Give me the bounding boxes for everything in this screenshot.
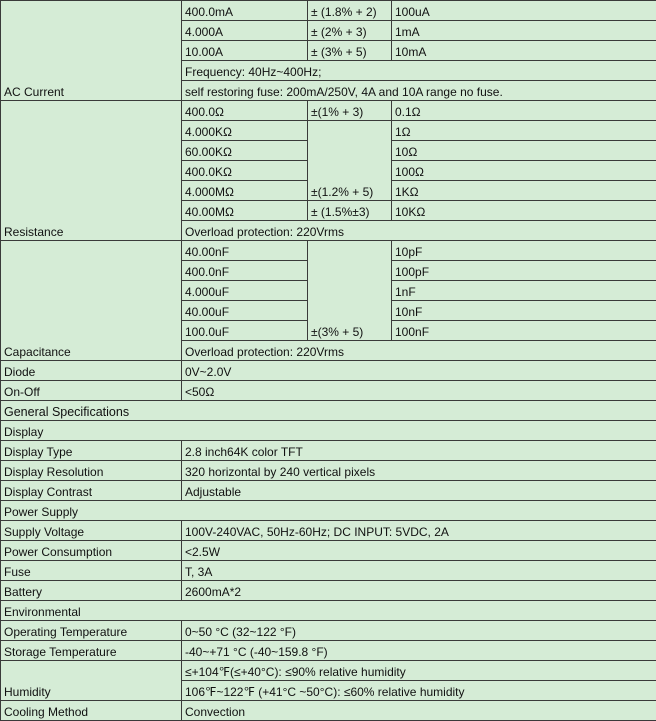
display-contrast-value: Adjustable — [182, 481, 656, 501]
display-heading: Display — [1, 421, 656, 441]
battery-value: 2600mA*2 — [182, 581, 656, 601]
frequency-note: Frequency: 40Hz~400Hz; — [182, 61, 656, 81]
display-resolution-label: Display Resolution — [1, 461, 182, 481]
storage-temperature-value: -40~+71 °C (-40~159.8 °F) — [182, 641, 656, 661]
accuracy-cell: ±(3% + 5) — [308, 241, 392, 341]
resolution-cell: 1Ω — [392, 121, 656, 141]
power-consumption-label: Power Consumption — [1, 541, 182, 561]
table-row — [1, 661, 656, 681]
resistance-label: Resistance — [1, 101, 182, 241]
capacitance-protection: Overload protection: 220Vrms — [182, 341, 656, 361]
table-row — [1, 361, 656, 381]
table-row — [1, 461, 656, 481]
display-contrast-label: Display Contrast — [1, 481, 182, 501]
cooling-method-value: Convection — [182, 701, 656, 721]
fuse-value: T, 3A — [182, 561, 656, 581]
table-row — [1, 381, 656, 401]
resolution-cell: 100Ω — [392, 161, 656, 181]
range-cell: 40.00uF — [182, 301, 308, 321]
range-cell: 400.0KΩ — [182, 161, 308, 181]
range-cell: 400.0Ω — [182, 101, 308, 121]
accuracy-cell: ± (3% + 5) — [308, 41, 392, 61]
table-row — [1, 101, 656, 121]
range-cell: 4.000uF — [182, 281, 308, 301]
range-cell: 400.0nF — [182, 261, 308, 281]
resolution-cell: 100pF — [392, 261, 656, 281]
accuracy-cell: ± (2% + 3) — [308, 21, 392, 41]
range-cell: 60.00KΩ — [182, 141, 308, 161]
humidity-label: Humidity — [1, 661, 182, 701]
resolution-cell: 10mA — [392, 41, 656, 61]
table-row — [1, 501, 656, 521]
humidity-value-2: 106℉~122℉ (+41°C ~50°C): ≤60% relative humidity — [182, 681, 656, 701]
resolution-cell: 10pF — [392, 241, 656, 261]
table-row — [1, 561, 656, 581]
accuracy-cell: ±(1.2% + 5) — [308, 121, 392, 201]
on-off-label: On-Off — [1, 381, 182, 401]
resistance-protection: Overload protection: 220Vrms — [182, 221, 656, 241]
range-cell: 4.000MΩ — [182, 181, 308, 201]
environmental-heading: Environmental — [1, 601, 656, 621]
table-row — [1, 641, 656, 661]
range-cell: 4.000A — [182, 21, 308, 41]
range-cell: 40.00nF — [182, 241, 308, 261]
display-type-value: 2.8 inch64K color TFT — [182, 441, 656, 461]
table-row — [1, 421, 656, 441]
accuracy-cell: ± (1.8% + 2) — [308, 1, 392, 21]
accuracy-cell: ±(1% + 3) — [308, 101, 392, 121]
capacitance-label: Capacitance — [1, 241, 182, 361]
diode-value: 0V~2.0V — [182, 361, 656, 381]
general-specifications-heading: General Specifications — [1, 401, 656, 421]
storage-temperature-label: Storage Temperature — [1, 641, 182, 661]
resolution-cell: 0.1Ω — [392, 101, 656, 121]
power-consumption-value: <2.5W — [182, 541, 656, 561]
operating-temperature-label: Operating Temperature — [1, 621, 182, 641]
fuse-note: self restoring fuse: 200mA/250V, 4A and 10A range no fuse. — [182, 81, 656, 101]
table-row — [1, 241, 656, 261]
table-row — [1, 601, 656, 621]
range-cell: 100.0uF — [182, 321, 308, 341]
table-row — [1, 541, 656, 561]
display-resolution-value: 320 horizontal by 240 vertical pixels — [182, 461, 656, 481]
table-row — [1, 581, 656, 601]
resolution-cell: 1KΩ — [392, 181, 656, 201]
range-cell: 4.000KΩ — [182, 121, 308, 141]
supply-voltage-label: Supply Voltage — [1, 521, 182, 541]
power-supply-heading: Power Supply — [1, 501, 656, 521]
resolution-cell: 10KΩ — [392, 201, 656, 221]
accuracy-cell: ± (1.5%±3) — [308, 201, 392, 221]
table-row — [1, 701, 656, 721]
on-off-value: <50Ω — [182, 381, 656, 401]
battery-label: Battery — [1, 581, 182, 601]
diode-label: Diode — [1, 361, 182, 381]
resolution-cell: 1mA — [392, 21, 656, 41]
table-row — [1, 481, 656, 501]
fuse-label: Fuse — [1, 561, 182, 581]
display-type-label: Display Type — [1, 441, 182, 461]
range-cell: 10.00A — [182, 41, 308, 61]
table-row — [1, 521, 656, 541]
resolution-cell: 10Ω — [392, 141, 656, 161]
range-cell: 40.00MΩ — [182, 201, 308, 221]
operating-temperature-value: 0~50 °C (32~122 °F) — [182, 621, 656, 641]
table-row — [1, 401, 656, 421]
ac-current-label: AC Current — [1, 1, 182, 101]
resolution-cell: 1nF — [392, 281, 656, 301]
cooling-method-label: Cooling Method — [1, 701, 182, 721]
humidity-value-1: ≤+104℉(≤+40°C): ≤90% relative humidity — [182, 661, 656, 681]
table-row — [1, 441, 656, 461]
resolution-cell: 100uA — [392, 1, 656, 21]
range-cell: 400.0mA — [182, 1, 308, 21]
resolution-cell: 100nF — [392, 321, 656, 341]
resolution-cell: 10nF — [392, 301, 656, 321]
table-row — [1, 1, 656, 21]
table-row — [1, 621, 656, 641]
supply-voltage-value: 100V-240VAC, 50Hz-60Hz; DC INPUT: 5VDC, 2A — [182, 521, 656, 541]
